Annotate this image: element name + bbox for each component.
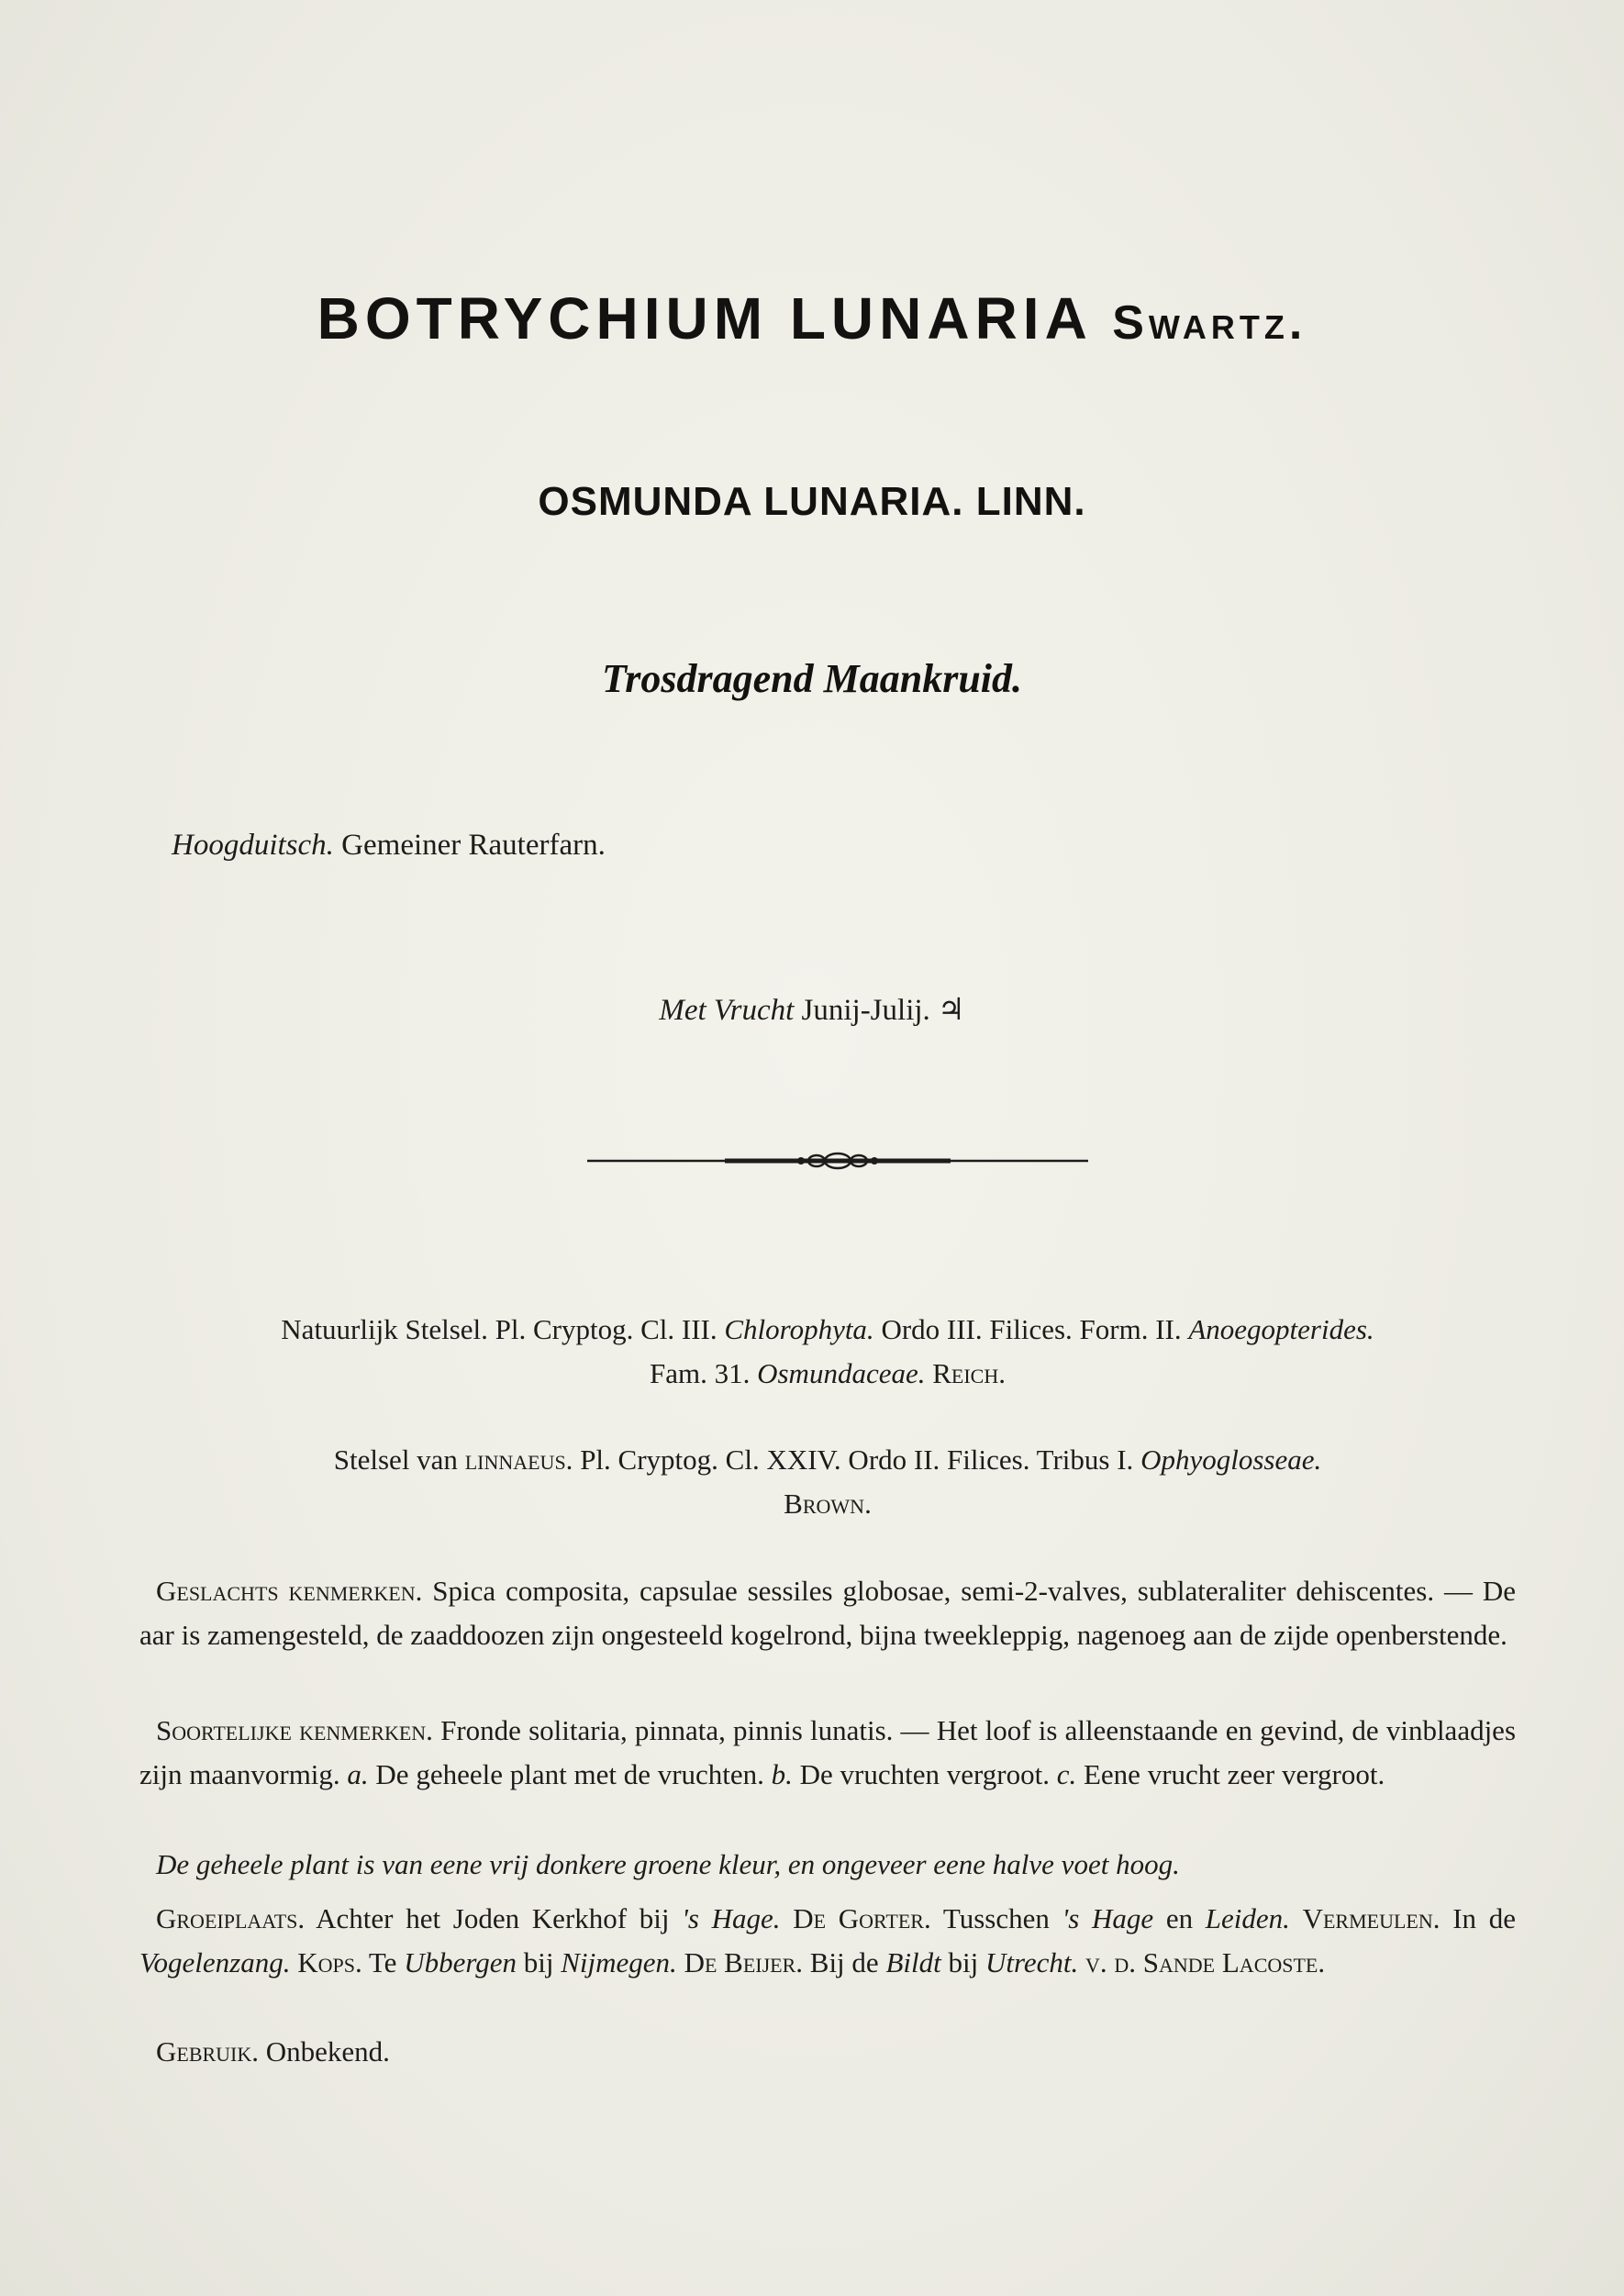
linnaeus-name: linnaeus. <box>464 1443 573 1476</box>
habitat-text: In de <box>1452 1902 1517 1934</box>
habitat-place: Ubbergen <box>404 1946 517 1978</box>
habitat-place: Leiden. <box>1205 1902 1290 1934</box>
title-main: BOTRYCHIUM LUNARIA <box>317 285 1091 351</box>
habitat-text: bij <box>948 1946 979 1978</box>
linnaeus-system-order: Pl. Cryptog. Cl. XXIV. Ordo II. Filices. Tribus I. <box>580 1443 1134 1476</box>
habitat-label: Groeiplaats. <box>156 1902 306 1934</box>
perennial-symbol: ♃ <box>938 994 965 1027</box>
habitat-place: Utrecht. <box>984 1946 1079 1978</box>
dutch-name: Trosdragend Maankruid. <box>601 656 1023 701</box>
figure-b-text: De vruchten vergroot. <box>799 1758 1050 1790</box>
ornamental-divider <box>587 1147 1088 1175</box>
species-text: Fronde solitaria, pinnata, pinnis lunatis. — Het loof is alleenstaande en gevind, de vinblaadjes zijn maanvormig. <box>139 1714 1517 1790</box>
habitat-text: en <box>1165 1902 1194 1934</box>
linnaeus-system <box>139 1438 1516 1526</box>
natural-system <box>139 1308 1516 1396</box>
linnaeus-system-text: Stelsel van <box>333 1443 458 1476</box>
species-label: Soortelijke kenmerken. <box>156 1714 433 1746</box>
habitat-collector: Vermeulen. <box>1302 1902 1440 1934</box>
figure-c-text: Eene vrucht zeer vergroot. <box>1083 1758 1385 1790</box>
german-name-line <box>172 829 606 863</box>
linnaeus-system-tribe: Ophyoglosseae. <box>1140 1443 1322 1476</box>
fruit-label: Met Vrucht <box>659 994 795 1027</box>
german-name: Gemeiner Rauterfarn. <box>341 829 606 862</box>
colour-note: De geheele plant is van eene vrij donkere groene kleur, en ongeveer eene halve voet hoog. <box>156 1848 1180 1880</box>
species-title <box>0 284 1624 352</box>
habitat-collector: De Gorter. <box>793 1902 931 1934</box>
genus-text: Spica composita, capsulae sessiles globosae, semi-2-valves, sublateraliter dehiscentes. — De aar is zamengesteld, de zaaddoozen zijn ongesteeld kogelrond, bijna tweekleppig, nagenoeg aan de zijde openberstende. <box>139 1575 1516 1651</box>
figure-a-text: De geheele plant met de vruchten. <box>375 1758 764 1790</box>
natural-system-form: Anoegopterides. <box>1188 1313 1374 1345</box>
habitat-place: 's Hage <box>1062 1902 1154 1934</box>
title-author: Swartz. <box>1112 296 1307 350</box>
natural-system-author: Reich. <box>932 1357 1006 1389</box>
linnaeus-system-author: Brown. <box>784 1488 872 1520</box>
figure-b-label: b. <box>771 1758 793 1790</box>
habitat-text: bij <box>523 1946 554 1978</box>
fruit-line <box>0 991 1624 1028</box>
habitat-place: Vogelenzang. <box>139 1946 291 1978</box>
use-text: Onbekend. <box>265 2035 390 2068</box>
figure-a-label: a. <box>347 1758 369 1790</box>
german-label: Hoogduitsch. <box>172 829 334 862</box>
habitat-text: Tusschen <box>942 1902 1050 1934</box>
habitat-text: Te <box>368 1946 397 1978</box>
natural-system-order: Ordo III. Filices. Form. II. <box>881 1313 1182 1345</box>
use <box>139 2030 1516 2074</box>
species-characteristics <box>139 1709 1516 1797</box>
genus-characteristics <box>139 1569 1516 1657</box>
habitat-text: Achter het Joden Kerkhof bij <box>316 1902 670 1934</box>
natural-system-class: Chlorophyta. <box>724 1313 874 1345</box>
figure-c-label: c. <box>1056 1758 1077 1790</box>
genus-label: Geslachts kenmerken. <box>156 1575 423 1607</box>
natural-system-family: Osmundaceae. <box>757 1357 926 1389</box>
use-label: Gebruik. <box>156 2035 260 2068</box>
habitat-collector: Kops. <box>297 1946 362 1978</box>
synonym-heading: OSMUNDA LUNARIA. LINN. <box>538 479 1086 524</box>
habitat <box>139 1897 1516 1985</box>
habitat-place: Bildt <box>885 1946 941 1978</box>
habitat-text: Bij de <box>809 1946 879 1978</box>
habitat-place: 's Hage. <box>682 1902 781 1934</box>
fruit-months: Junij-Julij. <box>801 994 930 1027</box>
habitat-collector: v. d. Sande Lacoste. <box>1085 1946 1326 1978</box>
natural-system-family-number: Fam. 31. <box>649 1357 751 1389</box>
natural-system-text: Natuurlijk Stelsel. Pl. Cryptog. Cl. III. <box>281 1313 717 1345</box>
habitat-collector: De Beijer. <box>684 1946 804 1978</box>
habitat-place: Nijmegen. <box>561 1946 677 1978</box>
